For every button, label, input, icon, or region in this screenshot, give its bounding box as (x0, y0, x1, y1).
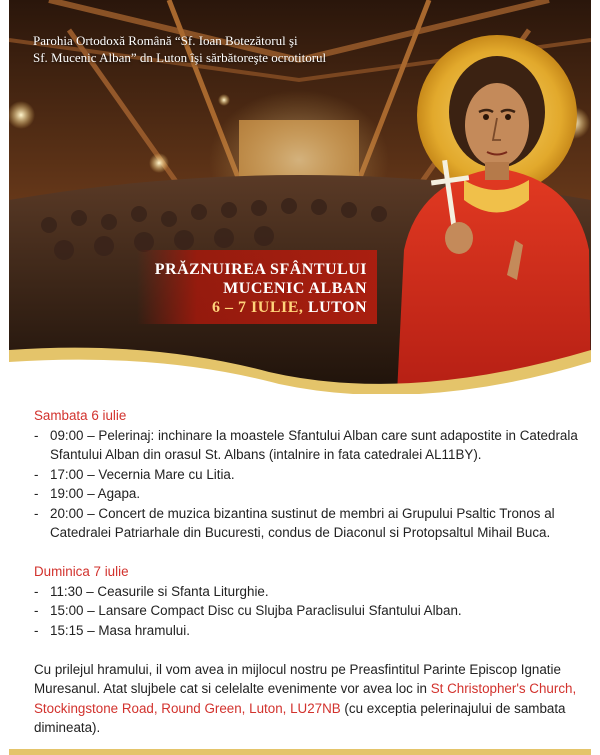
feast-city: LUTON (307, 299, 367, 316)
schedule-item: - 17:00 – Vecernia Mare cu Litia. (34, 466, 235, 482)
saint-alban-icon (397, 35, 591, 394)
event-location: St Christopher's Church, Stockingstone Road, Round Green, Luton, LU27NB (34, 681, 577, 716)
schedule-item: - 20:00 – Concert de muzica bizantina sustinut de membri ai Grupului Psaltic Tronos al Catedralei Patriarhale din Bucuresti, condus de Diaconul si Protopsaltul Mihail Buca. (34, 505, 555, 540)
schedule-item: - 11:30 – Ceasurile si Sfanta Liturghie. (34, 583, 269, 599)
caption-line-2: Sf. Mucenic Alban” dn Luton îşi sărbătoreşte ocrotitorul (33, 50, 327, 65)
event-details (34, 406, 584, 738)
closing-text: Cu prilejul hramului, il vom avea in mijlocul nostru pe Preasfintitul Parinte Episcop Ignatie Muresanul. Atat slujbele cat si celelalte evenimente vor avea loc in (34, 661, 561, 696)
footer-rule (9, 749, 591, 755)
feast-line-1: PRĂZNUIREA SFÂNTULUI (154, 261, 367, 278)
saturday-title: Sambata 6 iulie (34, 408, 127, 423)
sunday-schedule (34, 582, 584, 641)
schedule-item: - 15:00 – Lansare Compact Disc cu Slujba Paraclisului Sfantului Alban. (34, 603, 462, 618)
banner-caption (33, 32, 413, 66)
event-banner (9, 0, 591, 394)
schedule-item: - 09:00 – Pelerinaj: inchinare la moastele Sfantului Alban care sunt adapostite in Catedrala Sfantului Alban din orasul St. Albans (intalnire in fata catedralei AL11BY). (34, 427, 578, 462)
feast-line-2: MUCENIC ALBAN (223, 280, 367, 297)
saturday-schedule (34, 426, 584, 543)
schedule-item: - 19:00 – Agapa. (34, 486, 141, 501)
feast-title-box (137, 250, 377, 324)
closing-paragraph (34, 660, 584, 738)
feast-dates: 6 – 7 IULIE, (212, 299, 304, 316)
caption-line-1: Parohia Ortodoxă Română “Sf. Ioan Botezătorul şi (33, 33, 298, 48)
schedule-item: - 15:15 – Masa hramului. (34, 622, 190, 638)
closing-note: (cu exceptia pelerinajului de sambata dimineata). (34, 700, 566, 735)
sunday-title: Duminica 7 iulie (34, 564, 129, 579)
